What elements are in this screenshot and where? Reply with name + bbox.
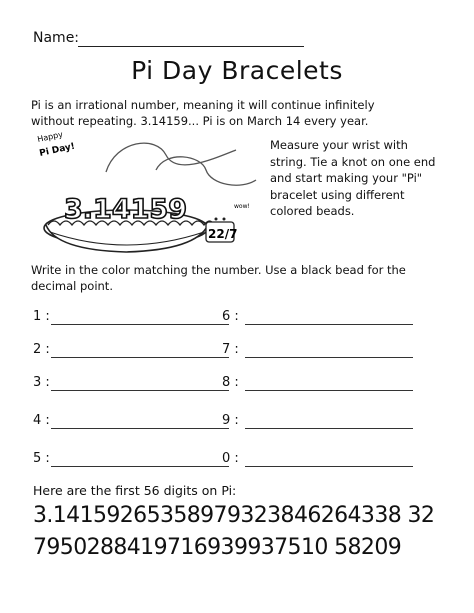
pie-number: 3.14159 <box>64 194 187 225</box>
digit-label: 2 : <box>33 342 50 357</box>
pi-digits-line-1: 3.14159265358979323846264338 32 <box>33 503 435 528</box>
color-answer-line[interactable] <box>51 324 229 325</box>
color-answer-line[interactable] <box>51 428 229 429</box>
color-answer-line[interactable] <box>245 466 413 467</box>
wow-text: wow! <box>234 203 250 210</box>
side-instructions: Measure your wrist with string. Tie a knot on one end and start making your "Pi" bracelet using different colored beads. <box>270 138 436 218</box>
color-answer-line[interactable] <box>51 390 229 391</box>
pi-day-text: Pi Day! <box>38 141 76 159</box>
pie-illustration <box>36 130 266 260</box>
digits-caption: Here are the first 56 digits on Pi: <box>33 483 237 498</box>
color-answer-line[interactable] <box>245 324 413 325</box>
digit-label: 5 : <box>33 451 50 466</box>
name-field-line[interactable] <box>78 46 304 47</box>
page-title: Pi Day Bracelets <box>131 56 343 85</box>
intro-line-2: without repeating. 3.14159... Pi is on March 14 every year. <box>31 114 369 128</box>
color-answer-line[interactable] <box>245 390 413 391</box>
digit-label: 0 : <box>222 451 239 466</box>
pi-digits-line-2: 7950288419716939937510 58209 <box>33 535 402 560</box>
color-answer-line[interactable] <box>245 428 413 429</box>
color-instructions: Write in the color matching the number. Use a black bead for the decimal point. <box>31 263 406 293</box>
digit-label: 8 : <box>222 375 239 390</box>
digit-label: 4 : <box>33 413 50 428</box>
name-label: Name: <box>33 30 80 46</box>
color-answer-line[interactable] <box>51 466 229 467</box>
happy-text: Happy <box>36 130 64 144</box>
digit-label: 3 : <box>33 375 50 390</box>
small-pie-text: 22/7 <box>208 227 238 241</box>
color-answer-line[interactable] <box>245 357 413 358</box>
intro-text <box>31 97 441 129</box>
digit-label: 6 : <box>222 309 239 324</box>
intro-line-1: Pi is an irrational number, meaning it will continue infinitely <box>31 98 375 112</box>
color-answer-line[interactable] <box>51 357 229 358</box>
digit-label: 7 : <box>222 342 239 357</box>
digit-label: 9 : <box>222 413 239 428</box>
digit-label: 1 : <box>33 309 50 324</box>
